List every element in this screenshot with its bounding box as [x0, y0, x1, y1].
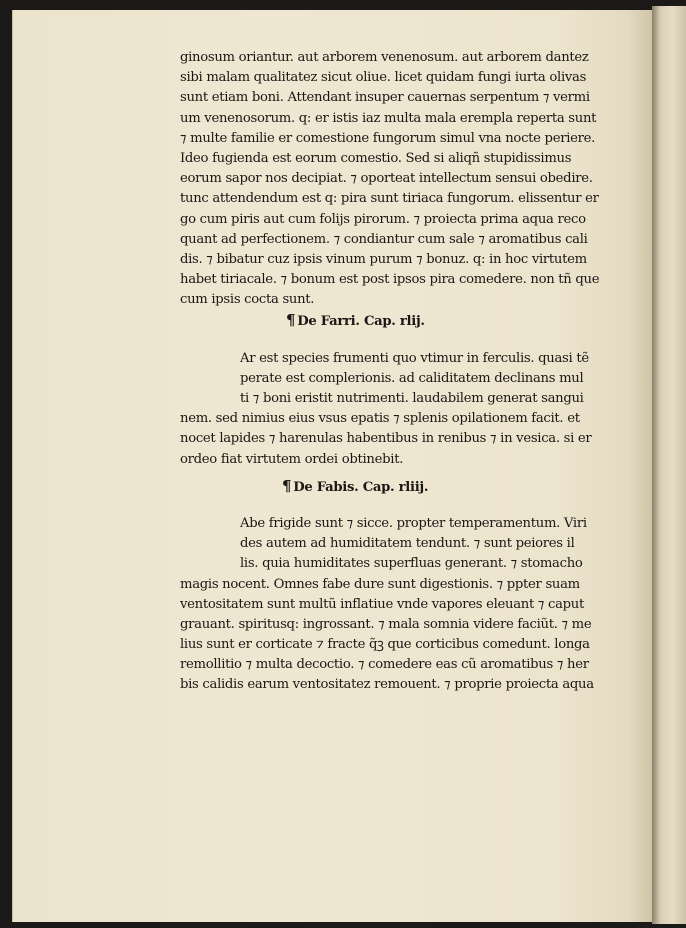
text-line: um venenosorum. q: er istis iaz multa mala erempla reperta sunt	[180, 110, 597, 126]
text-line: perate est complerionis. ad caliditatem declinans mul	[240, 370, 584, 386]
text-line: Ar est species frumenti quo vtimur in ferculis. quasi tẽ	[240, 350, 589, 366]
text-line: ventositatem sunt multũ inflatiue vnde vapores eleuant ⁊ caput	[180, 596, 584, 612]
text-line: sibi malam qualitatez sicut oliue. licet quidam fungi iurta olivas	[180, 70, 587, 86]
text-line: quant ad perfectionem. ⁊ condiantur cum sale ⁊ aromatibus cali	[180, 231, 588, 247]
text-line: habet tiriacale. ⁊ bonum est post ipsos pira comedere. non tñ que	[180, 272, 600, 288]
text-line: remollitio ⁊ multa decoctio. ⁊ comedere eas cũ aromatibus ⁊ her	[180, 657, 589, 673]
text-line: Abe frigide sunt ⁊ sicce. propter temperamentum. Viri	[240, 515, 587, 531]
chapter-heading-text: De Fabis. Cap. rliij.	[293, 479, 429, 495]
text-line: Ideo fugienda est eorum comestio. Sed si aliqñ stupidissimus	[180, 150, 572, 166]
text-line: eorum sapor nos decipiat. ⁊ oporteat intellectum sensui obedire.	[180, 171, 593, 187]
text-line: sunt etiam boni. Attendant insuper cauernas serpentum ⁊ vermi	[180, 90, 590, 106]
text-line: des autem ad humiditatem tendunt. ⁊ sunt peiores il	[240, 536, 575, 552]
pilcrow-icon: ¶	[286, 311, 296, 330]
chapter-heading-fabis	[282, 476, 600, 496]
text-line: nem. sed nimius eius vsus epatis ⁊ splenis opilationem facit. et	[180, 411, 580, 427]
text-line: lis. quia humiditates superfluas generant. ⁊ stomacho	[240, 556, 583, 572]
page-text	[180, 48, 600, 696]
text-line: cum ipsis cocta sunt.	[180, 292, 315, 308]
chapter-heading-text: De Farri. Cap. rlij.	[297, 314, 425, 330]
text-line: lius sunt er corticate ⁊ fracte q̃ꝫ que corticibus comedunt. longa	[180, 637, 590, 653]
text-line: ti ⁊ boni eristit nutrimenti. laudabilem generat sangui	[240, 391, 584, 406]
text-line: go cum piris aut cum folijs pirorum. ⁊ proiecta prima aqua reco	[180, 211, 586, 227]
text-line: ginosum oriantur. aut arborem venenosum. aut arborem dantez	[180, 50, 589, 65]
text-line: magis nocent. Omnes fabe dure sunt digestionis. ⁊ ppter suam	[180, 576, 580, 592]
spacer	[180, 496, 600, 514]
text-line: tunc attendendum est q: pira sunt tiriaca fungorum. elissentur er	[180, 191, 599, 207]
text-line: dis. ⁊ bibatur cuz ipsis vinum purum ⁊ bonuz. q: in hoc virtutem	[180, 251, 587, 267]
chapter-heading-farri	[286, 310, 600, 330]
text-line: bis calidis earum ventositatez remouent. ⁊ proprie proiecta aqua	[180, 677, 594, 693]
text-line: nocet lapides ⁊ harenulas habentibus in renibus ⁊ in vesica. si er	[180, 431, 592, 447]
adjacent-page-edge	[652, 6, 686, 924]
text-line: ordeo fiat virtutem ordei obtinebit.	[180, 451, 404, 467]
text-line: ⁊ multe familie er comestione fungorum simul vna nocte periere.	[180, 130, 596, 146]
spacer	[180, 331, 600, 349]
text-line: grauant. spiritusq: ingrossant. ⁊ mala somnia videre faciũt. ⁊ me	[180, 616, 592, 632]
pilcrow-icon: ¶	[282, 476, 292, 495]
